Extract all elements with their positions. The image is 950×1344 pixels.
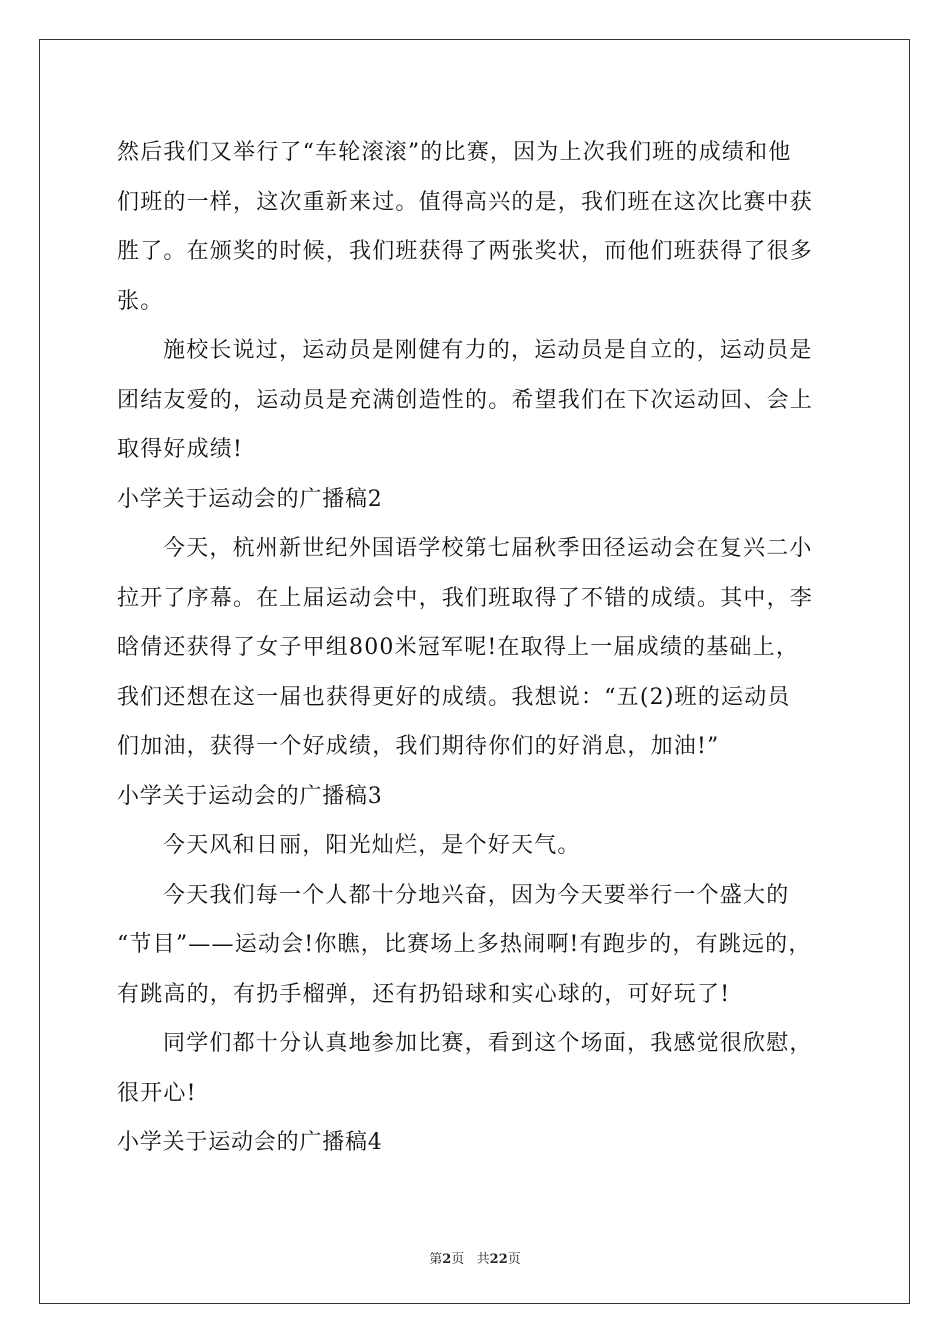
page-footer bbox=[0, 1248, 950, 1267]
text-line: 拉开了序幕。在上届运动会中，我们班取得了不错的成绩。其中，李 bbox=[117, 585, 814, 611]
text-line: “节目”——运动会!你瞧，比赛场上多热闹啊!有跑步的，有跳远的， bbox=[117, 932, 812, 957]
section-heading: 小学关于运动会的广播稿4 bbox=[117, 1130, 383, 1155]
text-line: 们加油，获得一个好成绩，我们期待你们的好消息，加油!” bbox=[117, 734, 720, 759]
text-line: 胜了。在颁奖的时候，我们班获得了两张奖状，而他们班获得了很多 bbox=[117, 239, 814, 264]
footer-suffix: 页 bbox=[507, 1252, 521, 1267]
section-heading: 小学关于运动会的广播稿2 bbox=[117, 486, 383, 512]
text-line: 取得好成绩! bbox=[117, 437, 244, 462]
text-line: 团结友爱的，运动员是充满创造性的。希望我们在下次运动回、会上 bbox=[117, 387, 814, 413]
paragraph-start-line: 今天我们每一个人都十分地兴奋，因为今天要举行一个盛大的 bbox=[163, 882, 790, 908]
text-line: 张。 bbox=[117, 288, 164, 314]
text-line: 有跳高的，有扔手榴弹，还有扔铅球和实心球的，可好玩了! bbox=[117, 981, 731, 1007]
document-body bbox=[117, 128, 837, 1168]
paragraph-start-line: 施校长说过，运动员是刚健有力的，运动员是自立的，运动员是 bbox=[163, 338, 813, 363]
text-line: 然后我们又举行了“车轮滚滚”的比赛，因为上次我们班的成绩和他 bbox=[117, 140, 792, 165]
paragraph-start-line: 同学们都十分认真地参加比赛，看到这个场面，我感觉很欣慰， bbox=[163, 1031, 813, 1056]
paragraph-start-line: 今天风和日丽，阳光灿烂，是个好天气。 bbox=[163, 833, 581, 858]
footer-mid: 页 共 bbox=[451, 1252, 490, 1267]
section-heading: 小学关于运动会的广播稿3 bbox=[117, 783, 383, 809]
text-line: 晗倩还获得了女子甲组800米冠军呢!在取得上一届成绩的基础上， bbox=[117, 635, 800, 660]
text-line: 我们还想在这一届也获得更好的成绩。我想说：“五(2)班的运动员 bbox=[117, 684, 791, 710]
text-line: 们班的一样，这次重新来过。值得高兴的是，我们班在这次比赛中获 bbox=[117, 189, 814, 215]
current-page-number: 2 bbox=[442, 1252, 452, 1267]
footer-prefix: 第 bbox=[429, 1252, 443, 1267]
paragraph-start-line: 今天，杭州新世纪外国语学校第七届秋季田径运动会在复兴二小 bbox=[163, 536, 813, 561]
total-page-number: 22 bbox=[489, 1252, 508, 1267]
text-line: 很开心! bbox=[117, 1080, 197, 1106]
